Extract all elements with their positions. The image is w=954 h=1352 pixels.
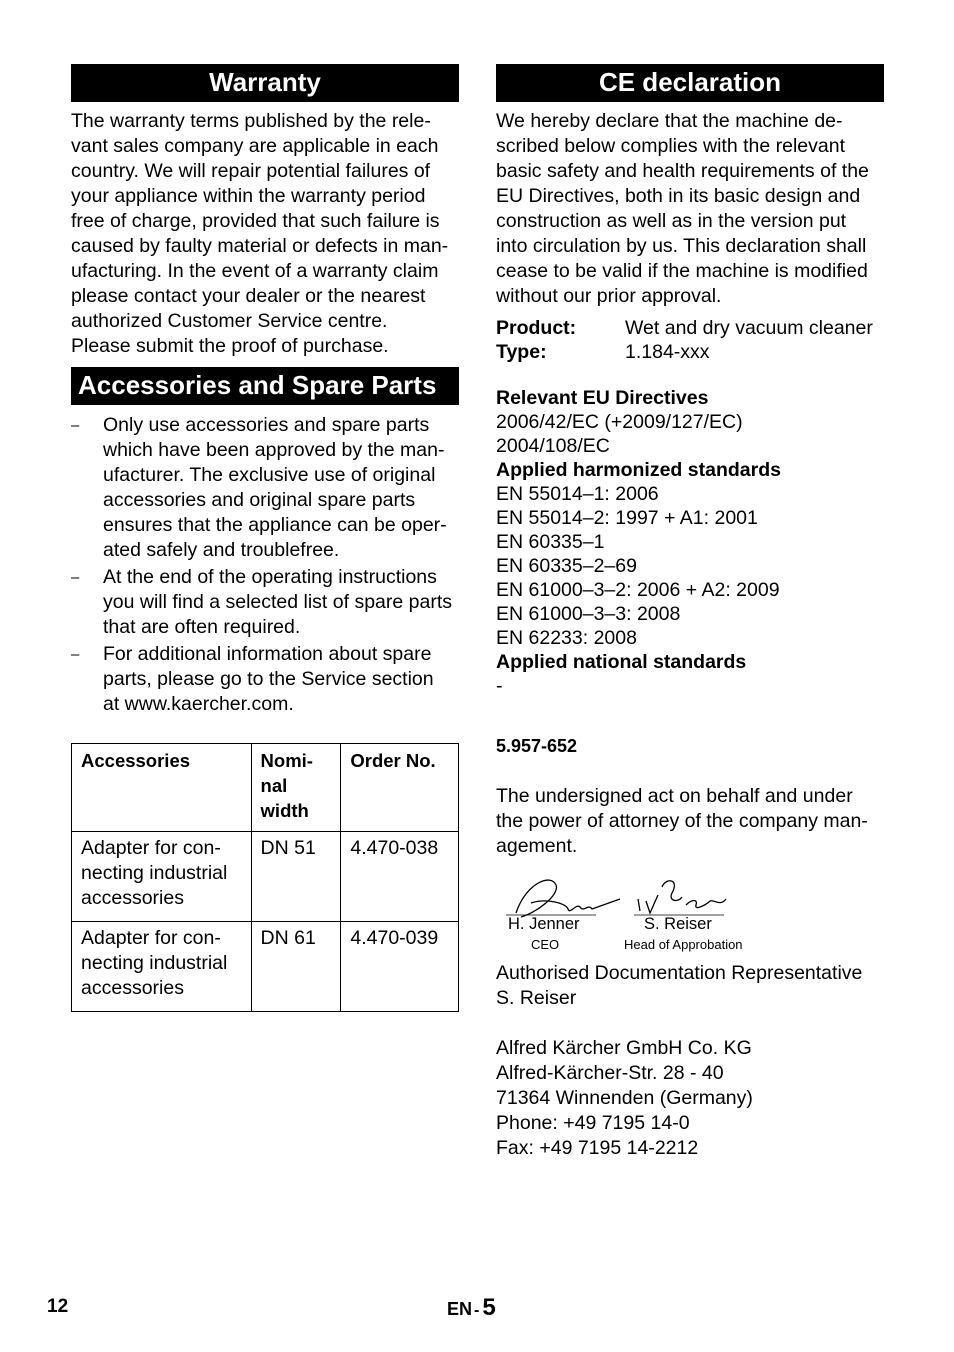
warranty-heading: Warranty xyxy=(71,64,459,102)
standard-line: EN 60335–2–69 xyxy=(496,555,637,577)
type-row xyxy=(496,340,884,364)
directive-line: 2004/108/EC xyxy=(496,435,610,457)
accessories-table xyxy=(71,743,459,1012)
warranty-line: country. We will repair potential failures of xyxy=(71,160,431,182)
warranty-line: vant sales company are applicable in each xyxy=(71,135,439,157)
signer1-name: H. Jenner xyxy=(508,915,580,933)
page-number: 12 xyxy=(47,1296,69,1317)
type-label: Type: xyxy=(496,341,547,363)
ce-line: scribed below complies with the relevant xyxy=(496,135,846,157)
directive-line: 2006/42/EC (+2009/127/EC) xyxy=(496,411,743,433)
table-cell xyxy=(72,922,252,1012)
cell-line: accessories xyxy=(81,887,184,909)
cell-line: 4.470-038 xyxy=(350,837,439,859)
cell-line: DN 51 xyxy=(260,837,316,859)
table-row xyxy=(72,832,459,922)
cell-line: 4.470-039 xyxy=(350,927,439,949)
cell-line: DN 61 xyxy=(260,927,316,949)
cell-line: Adapter for con- xyxy=(81,927,221,949)
table-header-cell xyxy=(341,744,459,832)
accessories-list xyxy=(71,413,459,717)
table-cell xyxy=(72,832,252,922)
table-cell xyxy=(251,832,341,922)
ce-line: cease to be valid if the machine is modified xyxy=(496,260,868,282)
left-column xyxy=(71,64,459,1012)
table-cell xyxy=(251,922,341,1012)
standard-line: EN 62233: 2008 xyxy=(496,627,637,649)
ce-line: We hereby declare that the machine de- xyxy=(496,110,843,132)
undersigned-line: agement. xyxy=(496,835,578,857)
national-heading: Applied national standards xyxy=(496,651,747,673)
ce-line: into circulation by us. This declaration shall xyxy=(496,235,867,257)
company-address xyxy=(496,1036,884,1161)
undersigned-line: The undersigned act on behalf and under xyxy=(496,785,853,807)
warranty-line: please contact your dealer or the nearest xyxy=(71,285,426,307)
cell-line: accessories xyxy=(81,977,184,999)
accessories-heading: Accessories and Spare Parts xyxy=(71,367,459,405)
product-row xyxy=(496,316,884,340)
warranty-line: Please submit the proof of purchase. xyxy=(71,335,389,357)
warranty-line: free of charge, provided that such failure is xyxy=(71,210,440,232)
cell-line: nal xyxy=(260,775,288,796)
list-line: that are often required. xyxy=(103,616,301,638)
representative-line: S. Reiser xyxy=(496,987,577,1009)
address-line: Phone: +49 7195 14-0 xyxy=(496,1112,690,1134)
table-row xyxy=(72,922,459,1012)
address-line: Alfred-Kärcher-Str. 28 - 40 xyxy=(496,1062,724,1084)
table-header-cell xyxy=(251,744,341,832)
right-column xyxy=(496,64,884,1161)
product-value: Wet and dry vacuum cleaner xyxy=(625,317,873,339)
list-line: accessories and original spare parts xyxy=(103,489,416,511)
undersigned-line: the power of attorney of the company man- xyxy=(496,810,868,832)
list-line: Only use accessories and spare parts xyxy=(103,414,430,436)
list-item xyxy=(71,413,459,563)
standard-line: EN 55014–2: 1997 + A1: 2001 xyxy=(496,507,758,529)
cell-line: necting industrial xyxy=(81,952,228,974)
ce-line: construction as well as in the version put xyxy=(496,210,847,232)
standards-block xyxy=(496,386,884,698)
product-label: Product: xyxy=(496,317,577,339)
list-item xyxy=(71,642,459,717)
warranty-line: ufacturing. In the event of a warranty claim xyxy=(71,260,439,282)
document-number: 5.957-652 xyxy=(496,736,578,756)
standard-line: EN 61000–3–2: 2006 + A2: 2009 xyxy=(496,579,780,601)
list-line: ufacturer. The exclusive use of original xyxy=(103,464,436,486)
list-line: At the end of the operating instructions xyxy=(103,566,437,588)
ce-line: without our prior approval. xyxy=(496,285,722,307)
language-code: EN xyxy=(447,1299,473,1319)
list-line: which have been approved by the man- xyxy=(103,439,445,461)
product-info xyxy=(496,316,884,364)
standard-line: EN 55014–1: 2006 xyxy=(496,483,659,505)
list-line: parts, please go to the Service section xyxy=(103,668,434,690)
directives-heading: Relevant EU Directives xyxy=(496,387,709,409)
cell-line: Nomi- xyxy=(260,750,313,771)
standard-line: EN 61000–3–3: 2008 xyxy=(496,603,681,625)
ce-heading: CE declaration xyxy=(496,64,884,102)
harmonized-heading: Applied harmonized standards xyxy=(496,459,781,481)
cell-line: Order No. xyxy=(350,750,436,771)
cell-line: Adapter for con- xyxy=(81,837,221,859)
warranty-line: your appliance within the warranty period xyxy=(71,185,426,207)
list-item xyxy=(71,565,459,640)
dash-bullet: – xyxy=(71,569,80,586)
ce-line: EU Directives, both in its basic design and xyxy=(496,185,861,207)
separator: - xyxy=(474,1302,480,1319)
address-line: 71364 Winnenden (Germany) xyxy=(496,1087,753,1109)
table-header-cell xyxy=(72,744,252,832)
table-cell xyxy=(341,922,459,1012)
address-line: Alfred Kärcher GmbH Co. KG xyxy=(496,1037,752,1059)
list-line: at www.kaercher.com. xyxy=(103,693,294,715)
list-line: you will find a selected list of spare parts xyxy=(103,591,453,613)
warranty-line: The warranty terms published by the rele- xyxy=(71,110,431,132)
signer2-title: Head of Approbation xyxy=(624,937,743,952)
undersigned-text xyxy=(496,784,884,859)
list-line: ated safely and troublefree. xyxy=(103,539,340,561)
table-cell xyxy=(341,832,459,922)
signer2-name: S. Reiser xyxy=(644,915,712,933)
type-value: 1.184-xxx xyxy=(625,341,710,363)
signatures xyxy=(496,873,884,959)
warranty-line: authorized Customer Service centre. xyxy=(71,310,388,332)
list-line: ensures that the appliance can be oper- xyxy=(103,514,447,536)
signer1-title: CEO xyxy=(531,937,560,952)
ce-line: basic safety and health requirements of the xyxy=(496,160,869,182)
address-line: Fax: +49 7195 14-2212 xyxy=(496,1137,699,1159)
representative-text xyxy=(496,961,884,1011)
cell-line: Accessories xyxy=(81,750,191,771)
section-page-number: 5 xyxy=(482,1294,496,1321)
warranty-line: caused by faulty material or defects in man- xyxy=(71,235,449,257)
table-header-row xyxy=(72,744,459,832)
warranty-text xyxy=(71,109,459,359)
dash-bullet: – xyxy=(71,646,80,663)
representative-line: Authorised Documentation Representative xyxy=(496,962,863,984)
cell-line: width xyxy=(260,800,309,821)
ce-declaration-text xyxy=(496,109,884,309)
section-page-label xyxy=(447,1294,496,1322)
cell-line: necting industrial xyxy=(81,862,228,884)
standard-line: EN 60335–1 xyxy=(496,531,605,553)
list-line: For additional information about spare xyxy=(103,643,432,665)
national-value: - xyxy=(496,675,503,697)
dash-bullet: – xyxy=(71,417,80,434)
